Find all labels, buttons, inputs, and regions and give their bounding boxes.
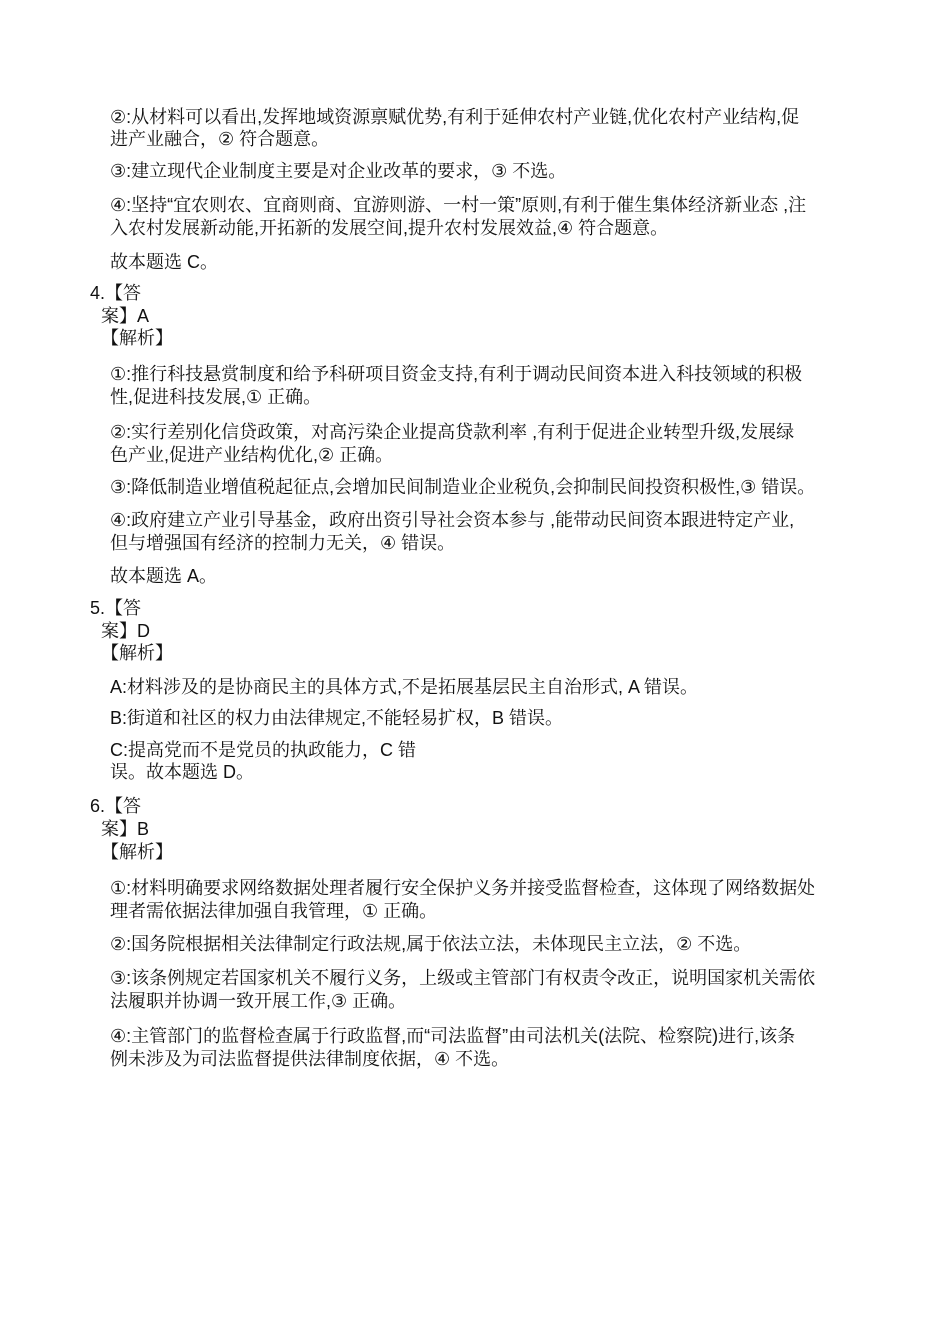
q4-point-3: ③:降低制造业增值税起征点,会增加民间制造业企业税负,会抑制民间投资积极性,③ 错误。	[110, 477, 816, 497]
q6-point-1-line-1: ①:材料明确要求网络数据处理者履行安全保护义务并接受监督检查，这体现了网络数据处	[110, 878, 816, 898]
q3-point-4-line-2: 入农村发展新动能,开拓新的发展空间,提升农村发展效益,④ 符合题意。	[110, 218, 669, 238]
q6-point-4-line-1: ④:主管部门的监督检查属于行政监督,而“司法监督”由司法机关(法院、检察院)进行,该条	[110, 1026, 796, 1046]
q6-analysis-label: 【解析】	[101, 842, 173, 862]
q6-point-2: ②:国务院根据相关法律制定行政法规,属于依法立法，未体现民主立法，② 不选。	[110, 934, 752, 954]
q6-point-3-line-2: 法履职并协调一致开展工作,③ 正确。	[110, 991, 407, 1011]
q5-option-c-line-2: 误。故本题选 D。	[110, 762, 254, 782]
q3-point-3: ③:建立现代企业制度主要是对企业改革的要求，③ 不选。	[110, 161, 567, 181]
q4-conclusion: 故本题选 A。	[110, 566, 218, 586]
q5-option-a: A:材料涉及的是协商民主的具体方式,不是拓展基层民主自治形式, A 错误。	[110, 677, 699, 697]
q6-point-3-line-1: ③:该条例规定若国家机关不履行义务，上级或主管部门有权责令改正，说明国家机关需依	[110, 968, 816, 988]
q4-point-2-line-1: ②:实行差别化信贷政策，对高污染企业提高贷款利率 ,有利于促进企业转型升级,发展绿	[110, 422, 795, 442]
q4-point-4-line-1: ④:政府建立产业引导基金，政府出资引导社会资本参与 ,能带动民间资本跟进特定产业,	[110, 510, 795, 530]
q4-analysis-label: 【解析】	[101, 328, 173, 348]
q4-point-1-line-1: ①:推行科技悬赏制度和给予科研项目资金支持,有利于调动民间资本进入科技领域的积极	[110, 364, 803, 384]
q5-option-c-line-1: C:提高党而不是党员的执政能力，C 错	[110, 740, 416, 760]
q5-option-b: B:街道和社区的权力由法律规定,不能轻易扩权，B 错误。	[110, 708, 564, 728]
q6-point-4-line-2: 例未涉及为司法监督提供法律制度依据，④ 不选。	[110, 1049, 510, 1069]
q5-answer: 案】D	[101, 621, 150, 641]
q5-number: 5.【答	[90, 598, 142, 618]
q4-point-1-line-2: 性,促进科技发展,① 正确。	[110, 387, 322, 407]
q3-point-2-line-1: ②:从材料可以看出,发挥地域资源禀赋优势,有利于延伸农村产业链,优化农村产业结构,促	[110, 107, 800, 127]
q3-conclusion: 故本题选 C。	[110, 252, 218, 272]
q3-point-4-line-1: ④:坚持“宜农则农、宜商则商、宜游则游、一村一策”原则,有利于催生集体经济新业态 ,注	[110, 195, 807, 215]
q4-answer: 案】A	[101, 306, 150, 326]
q4-number: 4.【答	[90, 283, 142, 303]
q5-analysis-label: 【解析】	[101, 643, 173, 663]
q6-point-1-line-2: 理者需依据法律加强自我管理，① 正确。	[110, 901, 438, 921]
q3-point-2-line-2: 进产业融合，② 符合题意。	[110, 129, 330, 149]
q6-number: 6.【答	[90, 796, 142, 816]
q6-answer: 案】B	[101, 819, 150, 839]
q4-point-2-line-2: 色产业,促进产业结构优化,② 正确。	[110, 445, 394, 465]
q4-point-4-line-2: 但与增强国有经济的控制力无关，④ 错误。	[110, 533, 456, 553]
